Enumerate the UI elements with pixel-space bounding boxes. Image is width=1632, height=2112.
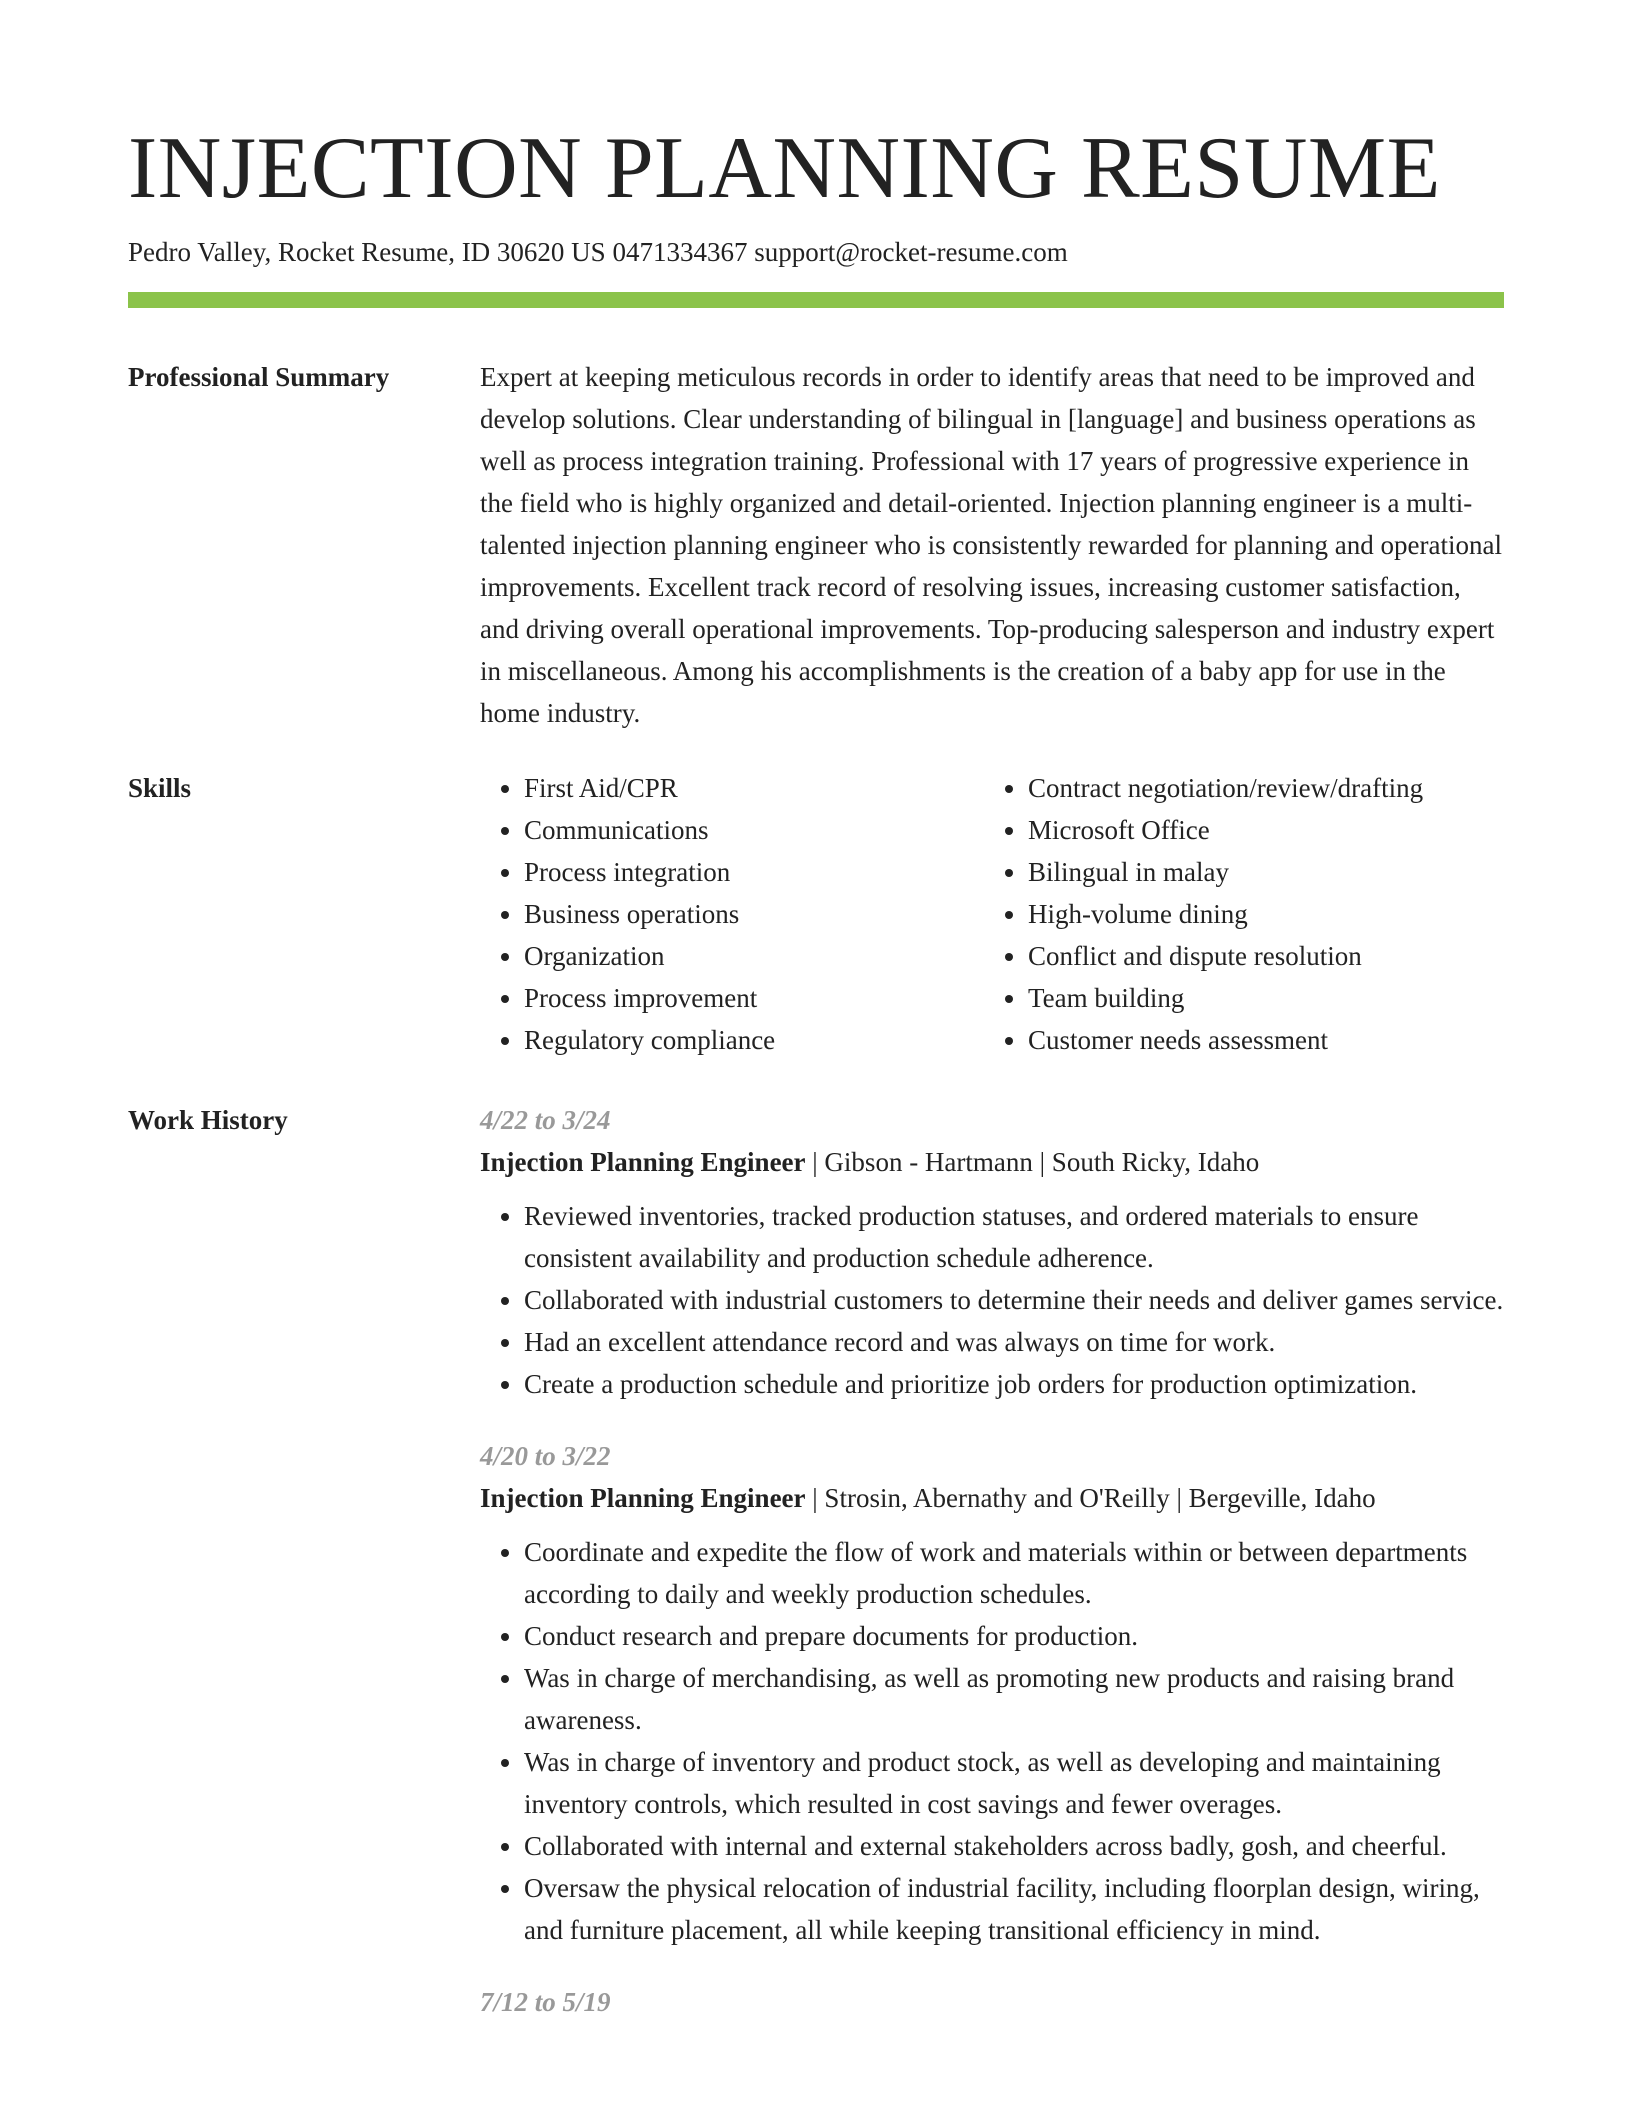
job-dates: 4/22 to 3/24 — [480, 1105, 611, 1135]
skills-list-left — [480, 767, 984, 1061]
contact-line: Pedro Valley, Rocket Resume, ID 30620 US 0471334367 support@rocket-resume.com — [128, 237, 1068, 267]
skill-item: • Conflict and dispute resolution — [1028, 935, 1488, 977]
skill-item: • First Aid/CPR — [524, 767, 984, 809]
skill-item: • Process integration — [524, 851, 984, 893]
duty-item: • Was in charge of merchandising, as well as promoting new products and raising brand awareness. — [524, 1657, 1504, 1741]
skills-columns — [480, 767, 1504, 1061]
summary-heading: Professional Summary — [128, 362, 390, 392]
skills-list-right — [984, 767, 1488, 1061]
duty-item: • Coordinate and expedite the flow of work and materials within or between departments according to daily and weekly production schedules. — [524, 1531, 1504, 1615]
job-dates: 7/12 to 5/19 — [480, 1987, 611, 2017]
skill-item: • Regulatory compliance — [524, 1019, 984, 1061]
work-history-section — [128, 1099, 1504, 2053]
summary-body — [480, 356, 1504, 734]
job-heading — [480, 1141, 1504, 1183]
job-heading — [480, 1477, 1504, 1519]
job-details: | Strosin, Abernathy and O'Reilly | Bergeville, Idaho — [805, 1483, 1376, 1513]
accent-divider — [128, 292, 1504, 308]
skill-item: • High-volume dining — [1028, 893, 1488, 935]
summary-section — [128, 356, 1504, 734]
summary-text: Expert at keeping meticulous records in order to identify areas that need to be improved and develop solutions. Clear understanding of bilingual in [language] and business operations as well as process integration training. Professional with 17 years of progressive experience in the field who is highly organized and detail-oriented. Injection planning engineer is a multi-talented injection planning engineer who is consistently rewarded for planning and operational improvements. Excellent track record of resolving issues, increasing customer satisfaction, and driving overall operational improvements. Top-producing salesperson and industry expert in miscellaneous. Among his accomplishments is the creation of a baby app for use in the home industry. — [480, 362, 1502, 728]
skill-item: • Communications — [524, 809, 984, 851]
skills-heading: Skills — [128, 773, 192, 803]
job-entry — [480, 1435, 1504, 1951]
job-title: Injection Planning Engineer — [480, 1147, 806, 1177]
skill-item: • Organization — [524, 935, 984, 977]
job-title: Injection Planning Engineer — [480, 1483, 806, 1513]
job-entry — [480, 1099, 1504, 1405]
skill-item: • Microsoft Office — [1028, 809, 1488, 851]
duty-item: • Was in charge of inventory and product stock, as well as developing and maintaining inventory controls, which resulted in cost savings and fewer overages. — [524, 1741, 1504, 1825]
skill-item: • Process improvement — [524, 977, 984, 1019]
job-duties — [480, 1195, 1504, 1405]
job-duties — [480, 1531, 1504, 1951]
duty-item: • Reviewed inventories, tracked production statuses, and ordered materials to ensure consistent availability and production schedule adherence. — [524, 1195, 1504, 1279]
resume-title: INJECTION PLANNING RESUME — [128, 120, 1441, 217]
job-entry — [480, 1981, 1504, 2023]
duty-item: • Create a production schedule and prioritize job orders for production optimization. — [524, 1363, 1504, 1405]
skill-item: • Contract negotiation/review/drafting — [1028, 767, 1488, 809]
skills-section — [128, 767, 1504, 1061]
duty-item: • Had an excellent attendance record and was always on time for work. — [524, 1321, 1504, 1363]
work-history-heading: Work History — [128, 1105, 288, 1135]
skill-item: • Bilingual in malay — [1028, 851, 1488, 893]
job-details: | Gibson - Hartmann | South Ricky, Idaho — [805, 1147, 1260, 1177]
skill-item: • Customer needs assessment — [1028, 1019, 1488, 1061]
skill-item: • Business operations — [524, 893, 984, 935]
work-history-body — [480, 1099, 1504, 2053]
skill-item: • Team building — [1028, 977, 1488, 1019]
skills-body — [480, 767, 1504, 1061]
duty-item: • Collaborated with internal and external stakeholders across badly, gosh, and cheerful. — [524, 1825, 1504, 1867]
job-dates: 4/20 to 3/22 — [480, 1441, 611, 1471]
duty-item: • Collaborated with industrial customers to determine their needs and deliver games service. — [524, 1279, 1504, 1321]
duty-item: • Oversaw the physical relocation of industrial facility, including floorplan design, wiring, and furniture placement, all while keeping transitional efficiency in mind. — [524, 1867, 1504, 1951]
duty-item: • Conduct research and prepare documents for production. — [524, 1615, 1504, 1657]
